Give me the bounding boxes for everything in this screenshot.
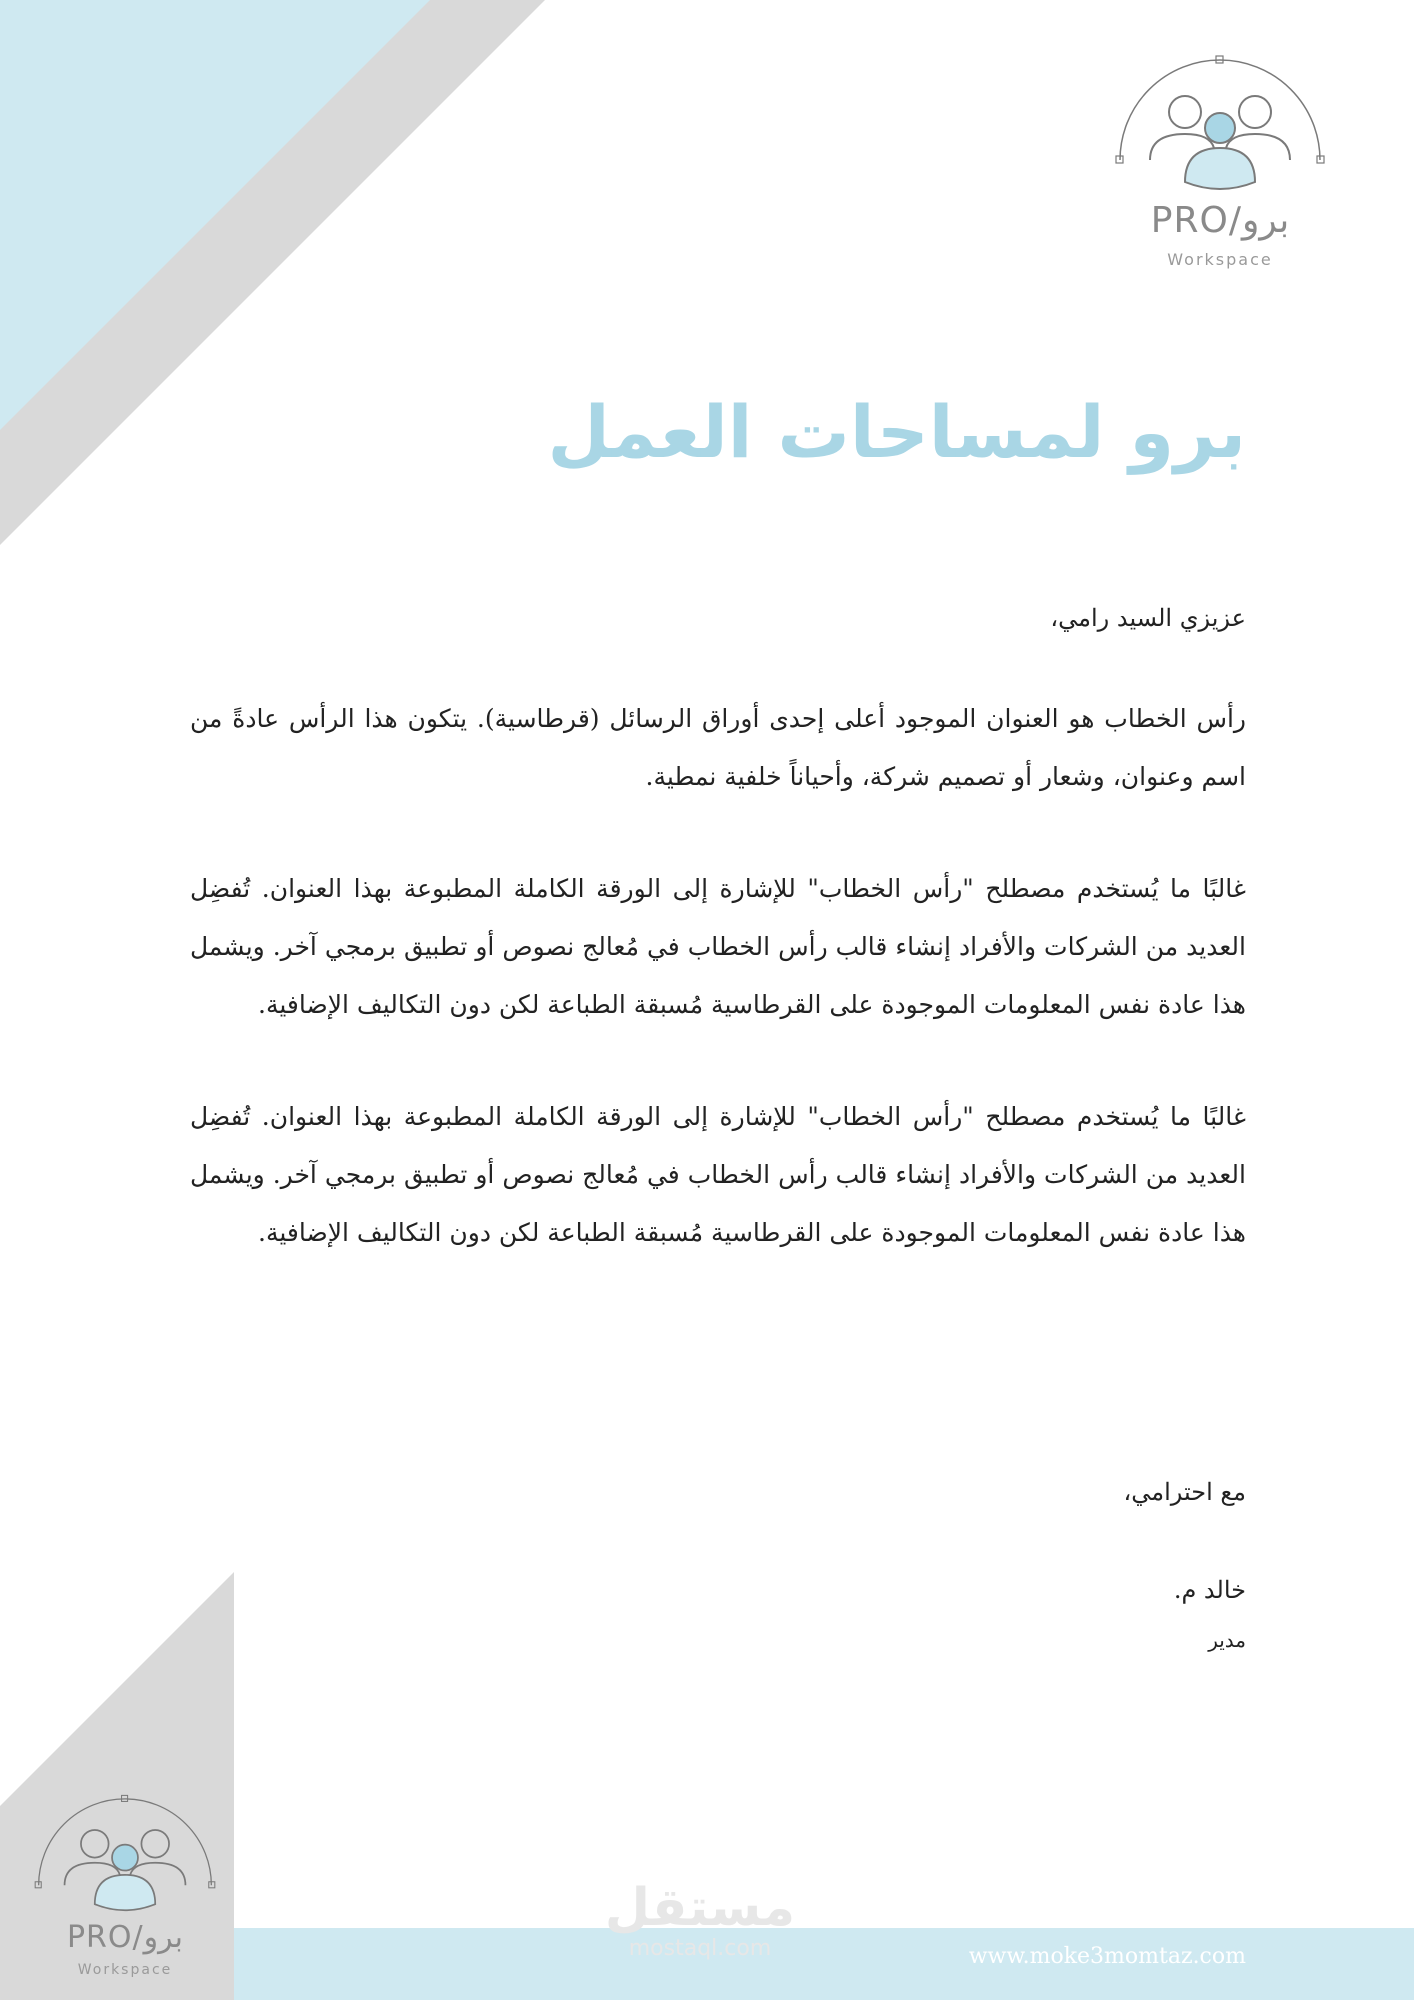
logo-name: PRO/برو: [1150, 200, 1290, 241]
greeting: عزيزي السيد رامي،: [1050, 604, 1246, 632]
paragraph-3: غالبًا ما يُستخدم مصطلح "رأس الخطاب" للإشارة إلى الورقة الكاملة المطبوعة بهذا العنوان. تُفضِل العديد من الشركات والأفراد إنشاء قالب رأس الخطاب في مُعالج نصوص أو تطبيق برمجي آخر. ويشمل هذا عادة نفس المعلومات الموجودة على القرطاسية مُسبقة الطباعة لكن دون التكاليف الإضافية.: [190, 1102, 1246, 1247]
watermark-latin: mostaql.com: [628, 1936, 772, 1961]
paragraph-1: رأس الخطاب هو العنوان الموجود أعلى إحدى أوراق الرسائل (قرطاسية). يتكون هذا الرأس عادةً من اسم وعنوان، وشعار أو تصميم شركة، وأحياناً خلفية نمطية.: [190, 704, 1246, 791]
logo-people-icon: [1110, 50, 1330, 200]
signer-name: خالد م.: [1173, 1576, 1246, 1604]
logo-top: [1110, 50, 1330, 280]
logo-bottom: [30, 1790, 220, 1990]
signer-role: مدير: [1208, 1628, 1246, 1652]
closing: مع احترامي،: [1123, 1478, 1246, 1506]
letter-title: برو لمساحات العمل: [547, 390, 1246, 474]
logo-sub: Workspace: [1167, 250, 1273, 269]
logo-name: PRO/برو: [66, 1920, 184, 1955]
footer-website[interactable]: www.moke3momtaz.com: [968, 1944, 1246, 1969]
paragraph-2: غالبًا ما يُستخدم مصطلح "رأس الخطاب" للإشارة إلى الورقة الكاملة المطبوعة بهذا العنوان. تُفضِل العديد من الشركات والأفراد إنشاء قالب رأس الخطاب في مُعالج نصوص أو تطبيق برمجي آخر. ويشمل هذا عادة نفس المعلومات الموجودة على القرطاسية مُسبقة الطباعة لكن دون التكاليف الإضافية.: [190, 874, 1246, 1019]
watermark-arabic: مستقل: [604, 1878, 796, 1938]
logo-sub: Workspace: [77, 1962, 173, 1978]
logo-people-icon: [30, 1790, 220, 1920]
watermark: [560, 1880, 840, 1962]
